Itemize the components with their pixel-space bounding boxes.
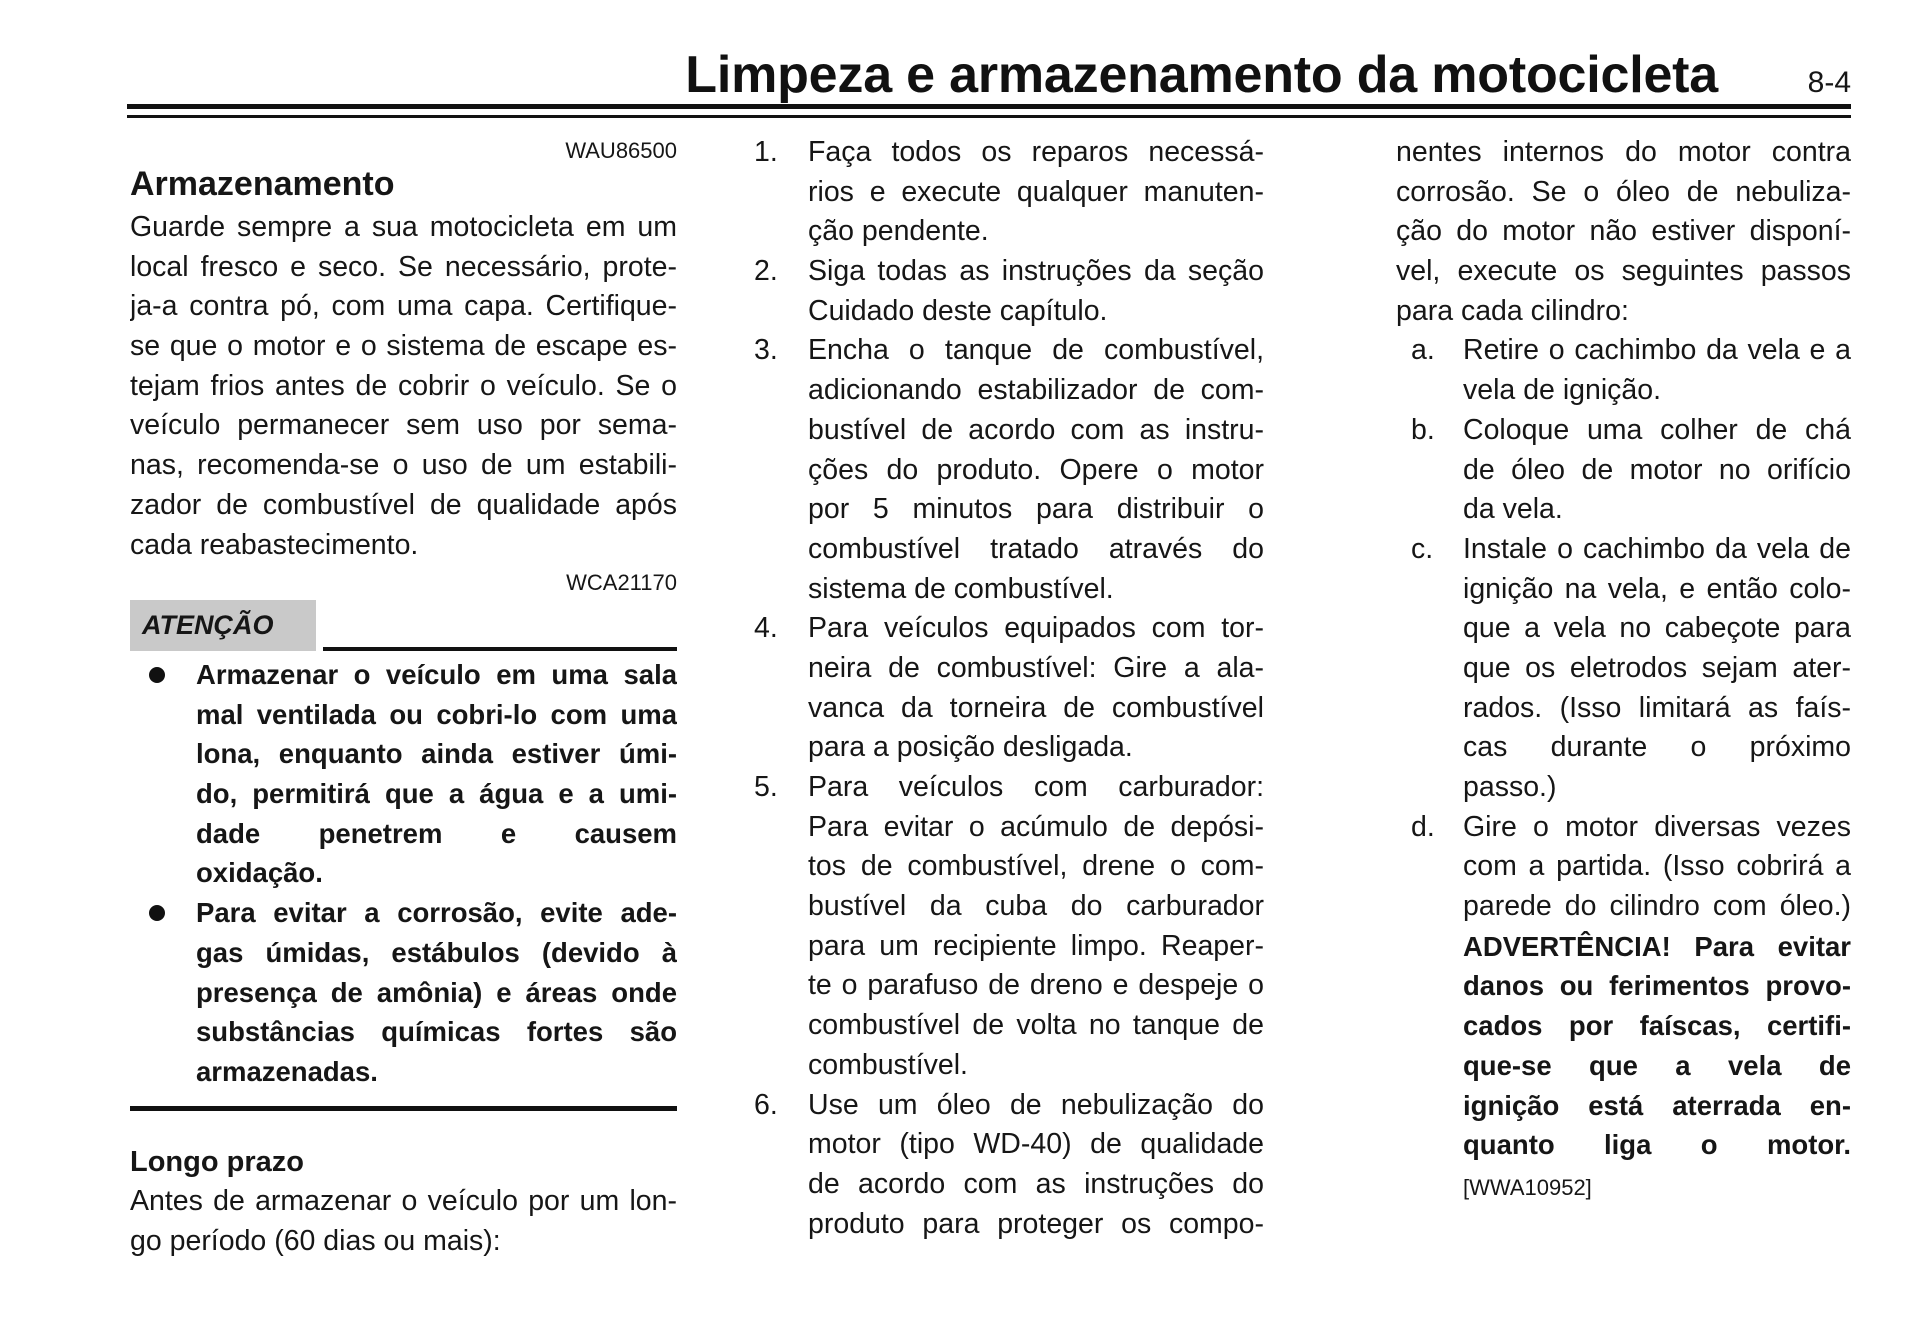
section-code: WAU86500: [565, 138, 677, 163]
substep-letter: b.: [1411, 413, 1435, 446]
text-line: por 5 minutos para distribuir o: [808, 493, 1264, 526]
list-item: [1411, 808, 1851, 1201]
text-line: se que o motor e o sistema de escape es-: [130, 330, 677, 363]
storage-paragraph: [130, 208, 677, 565]
text-line: de óleo de motor no orifício: [1463, 453, 1851, 486]
text-line: cados por faíscas, certifi-: [1463, 1010, 1851, 1042]
list-item: [754, 1086, 1264, 1245]
text-line: oxidação.: [196, 857, 323, 889]
text-line: com a partida. (Isso cobrirá a: [1463, 850, 1851, 883]
text-line: que os eletrodos sejam ater-: [1463, 651, 1851, 684]
text-line: ção pendente.: [808, 215, 989, 248]
text-line: do, permitirá que a água e a umi-: [196, 778, 677, 810]
caution-code: WCA21170: [566, 570, 677, 595]
text-line: cas durante o próximo: [1463, 731, 1851, 764]
text-line: danos ou ferimentos provo-: [1463, 970, 1851, 1002]
bullet-icon: [149, 905, 165, 921]
list-item: [1411, 530, 1851, 808]
text-line: Para veículos equipados com tor-: [808, 612, 1264, 645]
step-number: 1.: [754, 136, 778, 168]
text-line: rados. (Isso limitará as faís-: [1463, 691, 1851, 724]
text-line: dade penetrem e causem: [196, 817, 677, 849]
text-line: vela de ignição.: [1463, 374, 1662, 407]
text-line: produto para proteger os compo-: [808, 1207, 1264, 1240]
text-line: Antes de armazenar o veículo por um lon-: [130, 1185, 677, 1217]
text-line: da vela.: [1463, 493, 1563, 526]
step-number: 2.: [754, 255, 778, 288]
text-line: para um recipiente limpo. Reaper-: [808, 929, 1264, 962]
text-line: ções do produto. Opere o motor: [808, 453, 1264, 486]
text-line: adicionando estabilizador de com-: [808, 374, 1264, 407]
text-line: passo.): [1463, 771, 1557, 803]
text-line: rios e execute qualquer manuten-: [808, 175, 1264, 208]
text-line: Instale o cachimbo da vela de: [1463, 532, 1851, 565]
list-item: [754, 133, 1264, 252]
text-line: Retire o cachimbo da vela e a: [1463, 334, 1851, 367]
text-line: tos de combustível, drene o com-: [808, 850, 1264, 883]
text-line: para a posição desligada.: [808, 731, 1133, 764]
text-line: ção do motor não estiver disponí-: [1396, 215, 1851, 248]
text-line: Para evitar o acúmulo de depósi-: [808, 810, 1264, 843]
text-line: de acordo com as instruções do: [808, 1167, 1264, 1200]
text-line: combustível de volta no tanque de: [808, 1009, 1264, 1042]
text-line: neira de combustível: Gire a ala-: [808, 651, 1264, 684]
warning-code: [WWA10952]: [1463, 1174, 1592, 1200]
step-6-continuation: [1396, 133, 1851, 1201]
list-item: [754, 252, 1264, 331]
text-line: Faça todos os reparos necessá-: [808, 136, 1264, 168]
text-line: nentes internos do motor contra: [1396, 136, 1851, 168]
text-line: bustível de acordo com as instru-: [808, 413, 1264, 446]
text-line: zador de combustível de qualidade após: [130, 488, 677, 521]
text-line: ADVERTÊNCIA! Para evitar: [1463, 930, 1851, 962]
bullet-icon: [149, 667, 165, 683]
text-line: Cuidado deste capítulo.: [808, 294, 1108, 327]
text-line: tejam frios antes de cobrir o veículo. Se o: [130, 369, 677, 402]
step-number: 3.: [754, 334, 778, 367]
warning-text: [1463, 927, 1851, 1165]
substep-letter: c.: [1411, 532, 1434, 565]
text-line: vanca da torneira de combustível: [808, 691, 1264, 724]
text-line: ignição na vela, e então colo-: [1463, 572, 1851, 605]
step-number: 5.: [754, 771, 778, 803]
text-line: combustível.: [808, 1048, 968, 1081]
list-item: [754, 609, 1264, 768]
text-line: Coloque uma colher de chá: [1463, 413, 1851, 446]
step-number: 4.: [754, 612, 778, 645]
caution-label: ATENÇÃO: [142, 610, 274, 640]
caution-bullets: [130, 655, 677, 1092]
text-line: motor (tipo WD-40) de qualidade: [808, 1128, 1264, 1161]
text-line: gas úmidas, estábulos (devido à: [196, 936, 677, 968]
text-line: Encha o tanque de combustível,: [808, 334, 1264, 367]
text-line: veículo permanecer sem uso por sema-: [130, 409, 677, 442]
text-line: sistema de combustível.: [808, 572, 1114, 605]
list-item: [130, 655, 677, 893]
text-line: vel, execute os seguintes passos: [1396, 255, 1851, 288]
caution-end-rule: [130, 1106, 677, 1111]
text-line: combustível tratado através do: [808, 532, 1264, 565]
text-line: presença de amônia) e áreas onde: [196, 976, 677, 1008]
text-line: armazenadas.: [196, 1055, 378, 1087]
substep-letter: d.: [1411, 810, 1435, 843]
caution-box: [130, 600, 316, 651]
section-heading: Armazenamento: [130, 165, 395, 203]
page-title: Limpeza e armazenamento da motocicleta: [685, 46, 1718, 104]
text-line: Use um óleo de nebulização do: [808, 1088, 1264, 1121]
list-item: [754, 331, 1264, 609]
text-line: Guarde sempre a sua motocicleta em um: [130, 211, 677, 243]
header-rule-thin: [127, 115, 1851, 118]
step-number: 6.: [754, 1088, 778, 1121]
list-item: [1411, 331, 1851, 410]
text-line: Para veículos com carburador:: [808, 771, 1264, 803]
text-line: Siga todas as instruções da seção: [808, 255, 1264, 288]
list-item: [754, 768, 1264, 1086]
text-line: que-se que a vela de: [1463, 1049, 1851, 1081]
text-line: Armazenar o veículo em uma sala: [196, 659, 677, 690]
list-item: [1411, 411, 1851, 530]
text-line: para cada cilindro:: [1396, 294, 1629, 327]
text-line: quanto liga o motor.: [1463, 1129, 1851, 1161]
list-item: [130, 893, 677, 1091]
text-line: Gire o motor diversas vezes: [1463, 810, 1851, 843]
substep-letter: a.: [1411, 334, 1435, 367]
numbered-steps: [754, 133, 1264, 1244]
page-number: 8-4: [1807, 66, 1851, 99]
subsection-heading: Longo prazo: [130, 1146, 304, 1178]
text-line: bustível da cuba do carburador: [808, 890, 1264, 923]
text-line: lona, enquanto ainda estiver úmi-: [196, 738, 677, 770]
long-term-intro: [130, 1182, 677, 1261]
text-line: substâncias químicas fortes são: [196, 1016, 677, 1048]
text-line: parede do cilindro com óleo.): [1463, 890, 1851, 923]
header-rule-thick: [127, 104, 1851, 109]
text-line: ja-a contra pó, com uma capa. Certifique-: [130, 290, 677, 323]
text-line: cada reabastecimento.: [130, 528, 419, 561]
text-line: que a vela no cabeçote para: [1463, 612, 1851, 645]
text-line: local fresco e seco. Se necessário, prote-: [130, 250, 677, 283]
text-line: te o parafuso de dreno e despeje o: [808, 969, 1264, 1002]
text-line: corrosão. Se o óleo de nebuliza-: [1396, 175, 1851, 208]
text-line: Para evitar a corrosão, evite ade-: [196, 897, 677, 929]
text-line: ignição está aterrada en-: [1463, 1089, 1851, 1121]
text-line: mal ventilada ou cobri-lo com uma: [196, 698, 677, 730]
caution-rule: [323, 647, 677, 651]
text-line: nas, recomenda-se o uso de um estabili-: [130, 449, 677, 482]
text-line: go período (60 dias ou mais):: [130, 1224, 501, 1257]
